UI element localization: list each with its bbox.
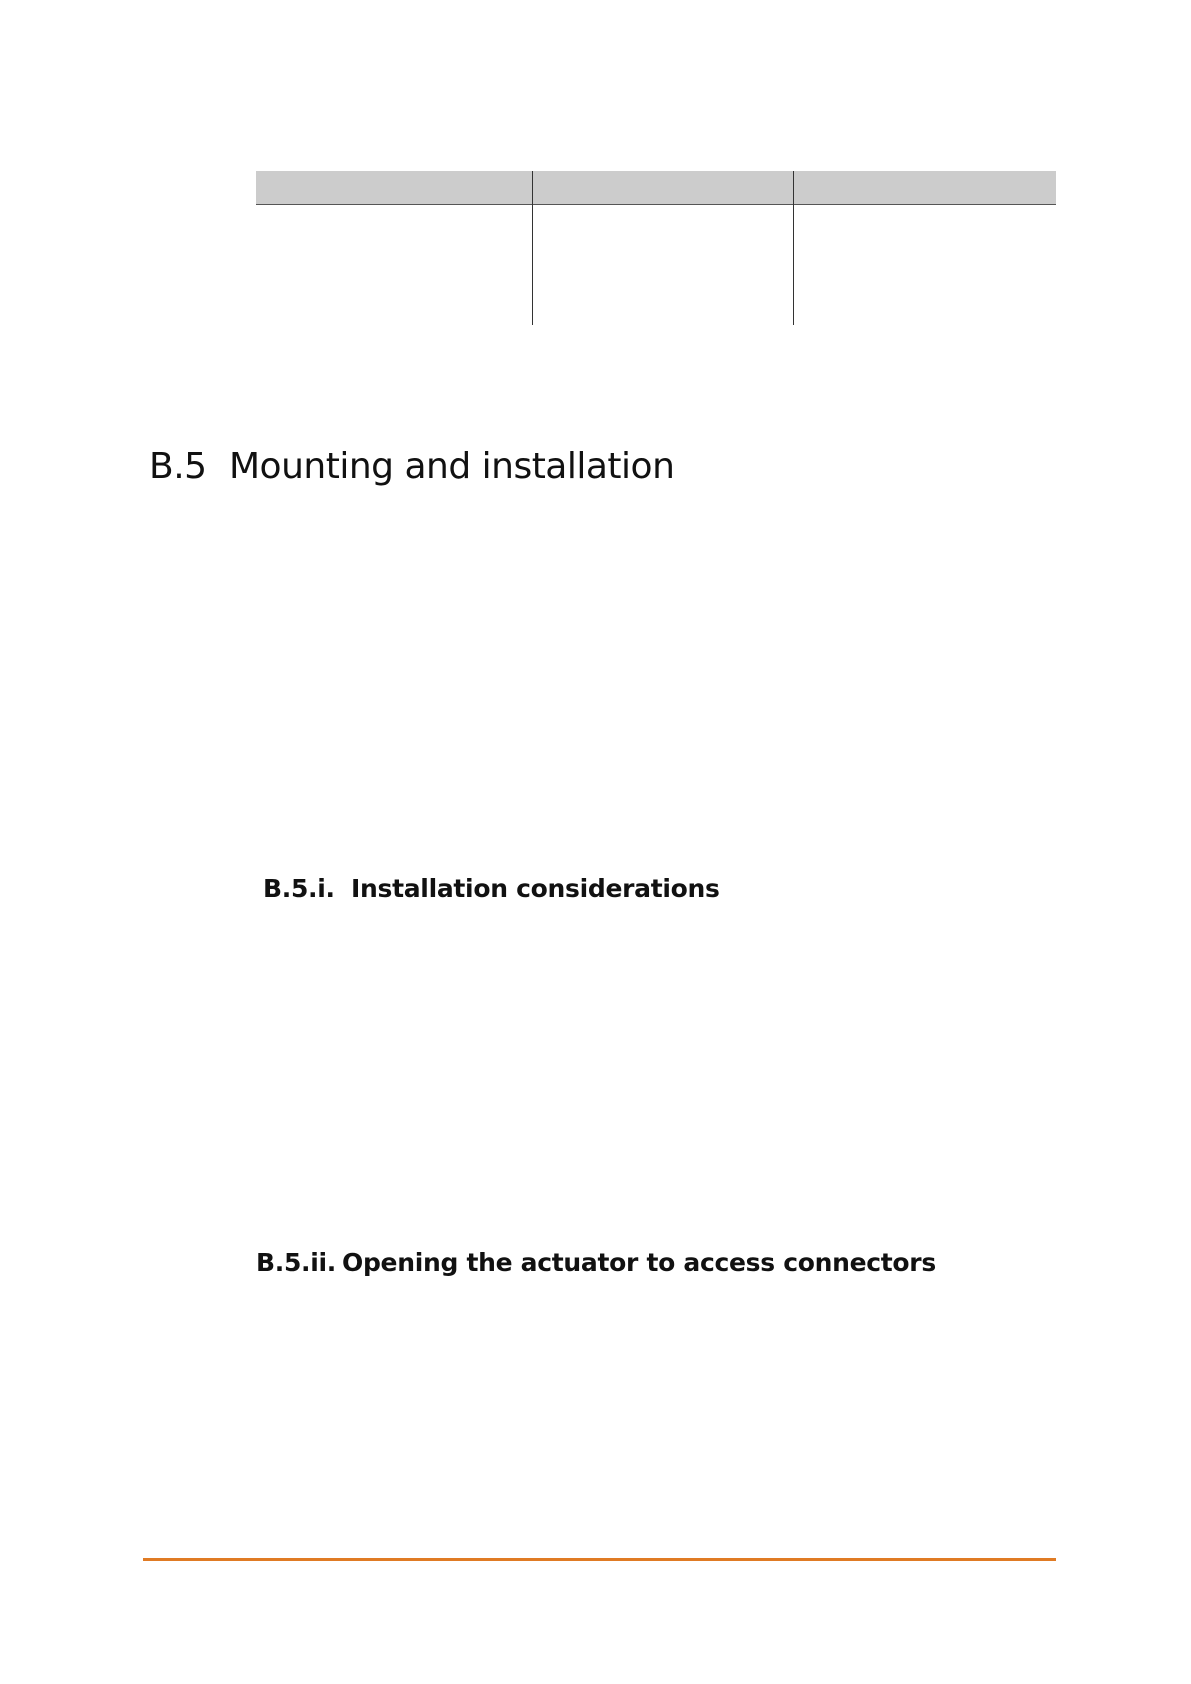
section-number: B.5 (149, 446, 207, 487)
subsection-title: Opening the actuator to access connectors (342, 1248, 936, 1277)
subsection-number: B.5.ii. (256, 1248, 336, 1277)
table-cell (794, 205, 1056, 325)
subsection-number: B.5.i. (263, 874, 335, 903)
table-cell (256, 205, 532, 325)
subsection-heading-opening-actuator (256, 1248, 936, 1277)
table-cell (533, 205, 793, 325)
footer-rule (143, 1558, 1056, 1561)
subsection-title: Installation considerations (351, 874, 720, 903)
section-title: Mounting and installation (229, 446, 675, 487)
table-header-row (256, 171, 1056, 205)
section-heading (149, 446, 674, 487)
subsection-heading-installation (263, 874, 720, 903)
table-column-divider (793, 171, 794, 325)
table-column-divider (532, 171, 533, 325)
spec-table (256, 171, 1056, 325)
